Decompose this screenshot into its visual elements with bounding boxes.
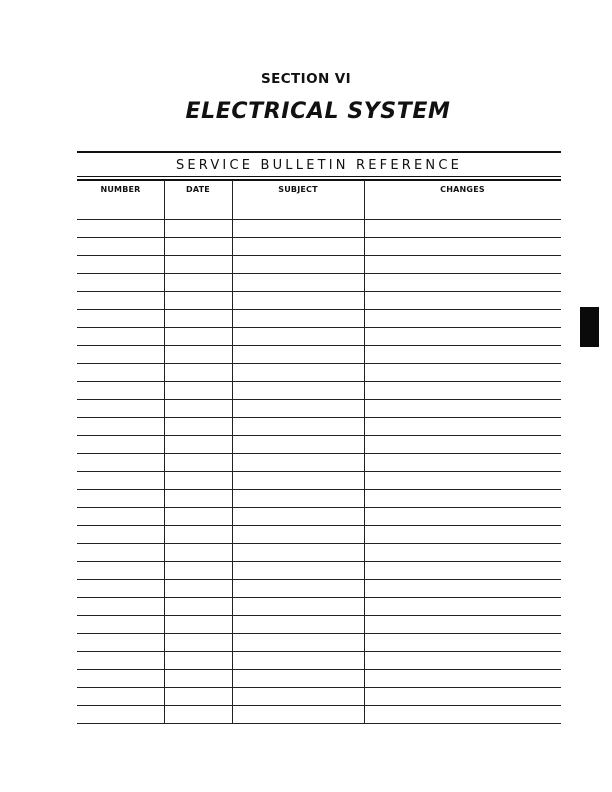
table-row bbox=[77, 562, 561, 580]
table-cell bbox=[232, 382, 364, 399]
table-cell bbox=[364, 346, 561, 363]
table-cell bbox=[77, 616, 164, 633]
table-cell bbox=[77, 292, 164, 309]
table-cell bbox=[164, 634, 232, 651]
table-cell bbox=[364, 310, 561, 327]
column-header-changes: CHANGES bbox=[440, 185, 485, 194]
table-cell bbox=[77, 652, 164, 669]
table-cell bbox=[164, 562, 232, 579]
table-cell bbox=[364, 688, 561, 705]
table-cell bbox=[164, 652, 232, 669]
table-row bbox=[77, 526, 561, 544]
table-cell bbox=[77, 598, 164, 615]
table-cell bbox=[232, 238, 364, 255]
table-cell bbox=[232, 706, 364, 723]
table-cell bbox=[77, 508, 164, 525]
table-cell bbox=[77, 526, 164, 543]
table-row bbox=[77, 544, 561, 562]
table-title: SERVICE BULLETIN REFERENCE bbox=[175, 158, 463, 173]
table-cell bbox=[164, 526, 232, 543]
table-row bbox=[77, 256, 561, 274]
table-cell bbox=[232, 562, 364, 579]
table-cell bbox=[164, 256, 232, 273]
table-cell bbox=[77, 454, 164, 471]
table-top-rule bbox=[77, 151, 561, 153]
table-cell bbox=[164, 364, 232, 381]
table-cell bbox=[364, 526, 561, 543]
table-cell bbox=[364, 364, 561, 381]
table-cell bbox=[164, 400, 232, 417]
column-header-date: DATE bbox=[186, 185, 210, 194]
table-row bbox=[77, 688, 561, 706]
table-row bbox=[77, 580, 561, 598]
table-cell bbox=[164, 238, 232, 255]
table-cell bbox=[364, 616, 561, 633]
table-cell bbox=[77, 670, 164, 687]
table-cell bbox=[232, 688, 364, 705]
table-cell bbox=[364, 436, 561, 453]
table-cell bbox=[364, 382, 561, 399]
table-cell bbox=[364, 670, 561, 687]
section-heading: SECTION VI bbox=[260, 71, 352, 87]
table-cell bbox=[164, 418, 232, 435]
table-cell bbox=[164, 706, 232, 723]
table-cell bbox=[232, 580, 364, 597]
table-row bbox=[77, 670, 561, 688]
table-cell bbox=[164, 580, 232, 597]
table-cell bbox=[164, 544, 232, 561]
header-double-rule-upper bbox=[77, 176, 561, 177]
table-cell bbox=[364, 562, 561, 579]
table-cell bbox=[232, 274, 364, 291]
table-row bbox=[77, 364, 561, 382]
column-header-subject: SUBJECT bbox=[278, 185, 318, 194]
table-row bbox=[77, 274, 561, 292]
table-row bbox=[77, 706, 561, 724]
table-row bbox=[77, 202, 561, 220]
table-cell bbox=[164, 454, 232, 471]
table-cell bbox=[77, 706, 164, 723]
table-cell bbox=[77, 238, 164, 255]
table-cell bbox=[232, 598, 364, 615]
table-cell bbox=[232, 418, 364, 435]
table-cell bbox=[364, 634, 561, 651]
table-cell bbox=[364, 472, 561, 489]
table-cell bbox=[232, 670, 364, 687]
table-cell bbox=[77, 400, 164, 417]
table-cell bbox=[77, 580, 164, 597]
table-cell bbox=[77, 688, 164, 705]
table-cell bbox=[364, 400, 561, 417]
table-row bbox=[77, 238, 561, 256]
table-cell bbox=[364, 598, 561, 615]
table-cell bbox=[77, 310, 164, 327]
table-cell bbox=[232, 328, 364, 345]
table-cell bbox=[232, 454, 364, 471]
table-cell bbox=[364, 202, 561, 219]
table-row bbox=[77, 472, 561, 490]
table-cell bbox=[232, 256, 364, 273]
table-cell bbox=[232, 544, 364, 561]
table-cell bbox=[232, 436, 364, 453]
table-cell bbox=[364, 328, 561, 345]
table-cell bbox=[232, 472, 364, 489]
table-cell bbox=[77, 328, 164, 345]
table-row bbox=[77, 346, 561, 364]
table-cell bbox=[164, 328, 232, 345]
table-cell bbox=[164, 670, 232, 687]
table-row bbox=[77, 418, 561, 436]
table-cell bbox=[232, 634, 364, 651]
table-row bbox=[77, 436, 561, 454]
table-row bbox=[77, 382, 561, 400]
table-cell bbox=[77, 418, 164, 435]
table-cell bbox=[364, 220, 561, 237]
table-cell bbox=[164, 382, 232, 399]
table-row bbox=[77, 220, 561, 238]
table-cell bbox=[164, 346, 232, 363]
table-row bbox=[77, 634, 561, 652]
table-cell bbox=[232, 202, 364, 219]
table-cell bbox=[77, 490, 164, 507]
table-cell bbox=[77, 256, 164, 273]
table-cell bbox=[164, 202, 232, 219]
table-row bbox=[77, 292, 561, 310]
table-cell bbox=[364, 454, 561, 471]
table-cell bbox=[164, 616, 232, 633]
table-cell bbox=[77, 220, 164, 237]
table-row bbox=[77, 454, 561, 472]
table-cell bbox=[364, 544, 561, 561]
header-double-rule-lower bbox=[77, 179, 561, 181]
table-cell bbox=[77, 544, 164, 561]
table-cell bbox=[232, 526, 364, 543]
section-tab-marker bbox=[580, 307, 599, 347]
table-cell bbox=[232, 310, 364, 327]
table-cell bbox=[77, 202, 164, 219]
table-cell bbox=[77, 634, 164, 651]
table-cell bbox=[364, 508, 561, 525]
table-cell bbox=[232, 616, 364, 633]
table-cell bbox=[364, 706, 561, 723]
table-cell bbox=[364, 292, 561, 309]
table-cell bbox=[77, 346, 164, 363]
table-cell bbox=[364, 580, 561, 597]
table-row bbox=[77, 598, 561, 616]
table-row bbox=[77, 490, 561, 508]
table-cell bbox=[232, 292, 364, 309]
table-cell bbox=[164, 310, 232, 327]
table-cell bbox=[164, 472, 232, 489]
table-cell bbox=[364, 418, 561, 435]
table-cell bbox=[364, 652, 561, 669]
table-cell bbox=[77, 274, 164, 291]
table-cell bbox=[77, 382, 164, 399]
table-cell bbox=[232, 346, 364, 363]
table-cell bbox=[164, 274, 232, 291]
table-cell bbox=[164, 490, 232, 507]
table-cell bbox=[364, 256, 561, 273]
table-cell bbox=[364, 238, 561, 255]
table-cell bbox=[232, 364, 364, 381]
table-cell bbox=[232, 490, 364, 507]
table-cell bbox=[164, 292, 232, 309]
table-cell bbox=[232, 652, 364, 669]
page-title: ELECTRICAL SYSTEM bbox=[185, 99, 451, 124]
table-cell bbox=[232, 220, 364, 237]
table-cell bbox=[77, 472, 164, 489]
table-cell bbox=[77, 562, 164, 579]
table-cell bbox=[164, 688, 232, 705]
table-cell bbox=[164, 220, 232, 237]
table-row bbox=[77, 508, 561, 526]
table-cell bbox=[232, 400, 364, 417]
table-cell bbox=[364, 490, 561, 507]
table-row bbox=[77, 400, 561, 418]
table-row bbox=[77, 652, 561, 670]
table-row bbox=[77, 616, 561, 634]
table-cell bbox=[232, 508, 364, 525]
table-cell bbox=[77, 436, 164, 453]
table-cell bbox=[164, 508, 232, 525]
table-cell bbox=[77, 364, 164, 381]
column-header-number: NUMBER bbox=[100, 185, 141, 194]
table-cell bbox=[364, 274, 561, 291]
table-cell bbox=[164, 436, 232, 453]
table-row bbox=[77, 310, 561, 328]
table-cell bbox=[164, 598, 232, 615]
table-row bbox=[77, 328, 561, 346]
